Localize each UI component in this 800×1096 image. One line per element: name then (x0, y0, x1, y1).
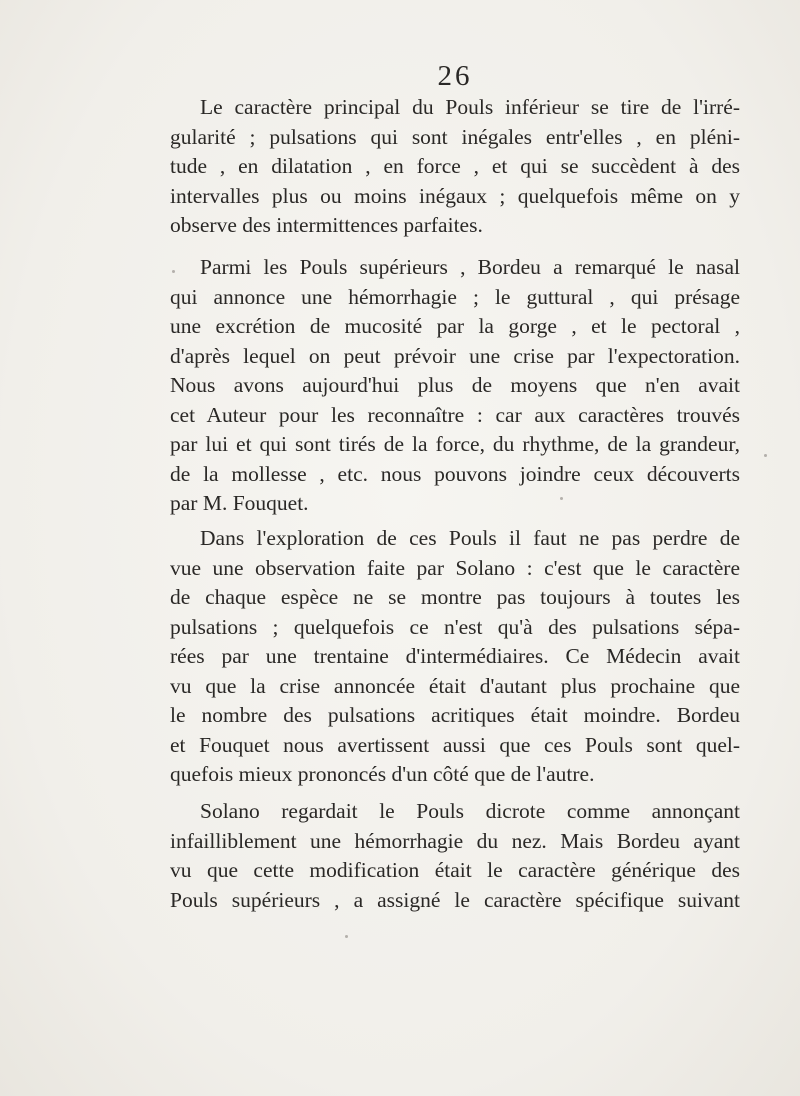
text-line: gularité ; pulsations qui sont inégales entr'elles , en pléni- (170, 124, 740, 149)
text-line: par lui et qui sont tirés de la force, du rhythme, de la grandeur, (170, 432, 740, 456)
text-line: Le caractère principal du Pouls inférieur se tire de l'irré- (200, 95, 740, 119)
text-line: pulsations ; quelquefois ce n'est qu'à des pulsations sépa- (170, 614, 740, 639)
text-line: d'après lequel on peut prévoir une crise par l'expectoration. (170, 343, 740, 368)
text-line: vu que cette modification était le caractère générique des (170, 858, 740, 882)
paragraph-exploration (170, 524, 740, 790)
text-line: de chaque espèce ne se montre pas toujours à toutes les (170, 585, 740, 609)
text-line: vue une observation faite par Solano : c'est que le caractère (170, 555, 740, 580)
paper-speck (764, 454, 767, 457)
text-line: Solano regardait le Pouls dicrote comme annonçant (200, 799, 740, 823)
text-line: observe des intermittences parfaites. (170, 213, 483, 237)
text-line: quefois mieux prononcés d'un côté que de l'autre. (170, 762, 595, 786)
text-line: Pouls supérieurs , a assigné le caractère spécifique suivant (170, 887, 740, 912)
text-line: infailliblement une hémorrhagie du nez. Mais Bordeu ayant (170, 828, 740, 853)
text-line: par M. Fouquet. (170, 491, 309, 515)
text-line: qui annonce une hémorrhagie ; le guttural , qui présage (170, 284, 740, 309)
text-line: vu que la crise annoncée était d'autant plus prochaine que (170, 673, 740, 698)
paragraph-irregularity (170, 93, 740, 241)
text-line: rées par une trentaine d'intermédiaires. Ce Médecin avait (170, 644, 740, 668)
page-number: 26 (437, 60, 473, 92)
text-line: Nous avons aujourd'hui plus de moyens que n'en avait (170, 373, 740, 397)
paragraph-superior-pulses (170, 253, 740, 519)
text-line: de la mollesse , etc. nous pouvons joindre ceux découverts (170, 461, 740, 486)
paper-speck (345, 935, 348, 938)
text-line: intervalles plus ou moins inégaux ; quelquefois même on y (170, 183, 740, 208)
text-line: tude , en dilatation , en force , et qui se succèdent à des (170, 154, 740, 178)
text-line: et Fouquet nous avertissent aussi que ces Pouls sont quel- (170, 732, 740, 757)
text-line: Dans l'exploration de ces Pouls il faut ne pas perdre de (200, 526, 740, 550)
paper-speck (560, 497, 563, 500)
text-line: le nombre des pulsations acritiques était moindre. Bordeu (170, 703, 740, 727)
paper-speck (172, 270, 175, 273)
text-line: une excrétion de mucosité par la gorge , et le pectoral , (170, 314, 740, 338)
text-line: Parmi les Pouls supérieurs , Bordeu a remarqué le nasal (200, 255, 740, 279)
text-line: cet Auteur pour les reconnaître : car aux caractères trouvés (170, 402, 740, 427)
paragraph-dicrotic-pulse (170, 797, 740, 915)
